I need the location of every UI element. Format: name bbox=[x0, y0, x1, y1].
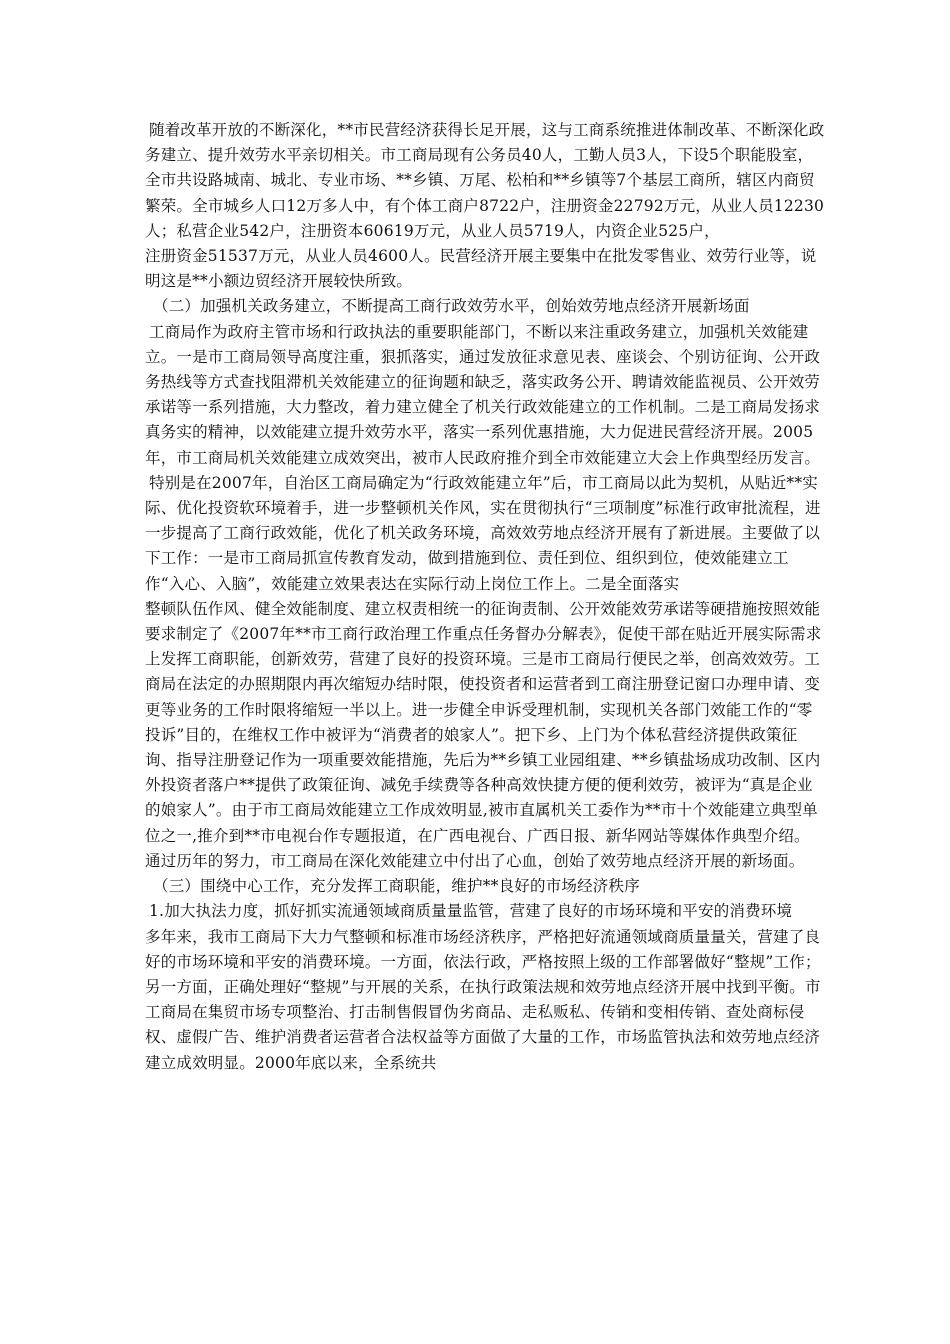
section-heading-2: （二）加强机关政务建立，不断提高工商行政效劳水平，创始效劳地点经济开展新场面 bbox=[153, 297, 750, 316]
paragraph-registered-capital: 注册资金51537万元，从业人员4600人。民营经济开展主要集中在批发零售业、效劳行业等，说明这是**小额边贸经济开展较快所致。 bbox=[145, 247, 817, 291]
paragraph-intro: 随着改革开放的不断深化，**市民营经济获得长足开展，这与工商系统推进体制改革、不断深化政务建立、提升效劳水平亲切相关。市工商局现有公务员40人，工勤人员3人，下设5个职能股室，全市共设路城南、城北、专业市场、**乡镇、万尾、松柏和**乡镇等7个基层工商所，辖区内商贸繁荣。全市城乡人口12万多人中，有个体工商户8722户，注册资金22792万元，从业人员12230人；私营企业542户，注册资本60619万元，从业人员5719人，内资企业525户， bbox=[145, 121, 825, 240]
paragraph-2007-work: 特别是在2007年，自治区工商局确定为“行政效能建立年”后，市工商局以此为契机，从贴近**实际、优化投资软环境着手，进一步整顿机关作风，实在贯彻执行“三项制度”标准行政审批流程，进一步提高了工商行政效能，优化了机关政务环境，高效效劳地点经济开展有了新进展。主要做了以下工作：一是市工商局抓宣传教育发动，做到措施到位、责任到位、组织到位，使效能建立工作“入心、入脑”，效能建立效果表达在实际行动上岗位工作上。二是全面落实 bbox=[145, 473, 821, 593]
section-heading-3: （三）围绕中心工作，充分发挥工商职能，维护**良好的市场经济秩序 bbox=[153, 877, 640, 896]
subsection-heading-1: 1.加大执法力度，抓好抓实流通领域商质量量监管，营建了良好的市场环境和平安的消费环境 bbox=[149, 902, 793, 921]
paragraph-measures: 整顿队伍作风、健全效能制度、建立权责相统一的征询责制、公开效能效劳承诺等硬措施按照效能要求制定了《2007年**市工商行政治理工作重点任务督办分解表》，促使干部在贴近开展实际需求上发挥工商职能，创新效劳，营建了良好的投资环境。三是市工商局行便民之举，创高效效劳。工商局在法定的办照期限内再次缩短办结时限，使投资者和运营者到工商注册登记窗口办理申请、变更等业务的工作时限将缩短一半以上。进一步健全申诉受理机制，实现机关各部门效能工作的“零投诉”目的，在维权工作中被评为“消费者的娘家人”。把下乡、上门为个体私营经济提供政策征询、指导注册登记作为一项重要效能措施，先后为**乡镇工业园组建、**乡镇盐场成功改制、区内外投资者落户**提供了政策征询、减免手续费等各种高效快捷方便的便利效劳，被评为“真是企业的娘家人”。由于市工商局效能建立工作成效明显,被市直属机关工委作为**市十个效能建立典型单位之一,推介到**市电视台作专题报道，在广西电视台、广西日报、新华网站等媒体作典型介绍。通过历年的努力，市工商局在深化效能建立中付出了心血，创始了效劳地点经济开展的新场面。 bbox=[145, 599, 822, 870]
paragraph-efficiency-building: 工商局作为政府主管市场和行政执法的重要职能部门，不断以来注重政务建立，加强机关效能建立。一是市工商局领导高度注重，狠抓落实，通过发放征求意见表、座谈会、个别访征询、公开政务热线等方式查找阻滞机关效能建立的征询题和缺乏，落实政务公开、聘请效能监视员、公开效劳承诺等一系列措施，大力整改，着力建立健全了机关行政效能建立的工作机制。二是工商局发扬求真务实的精神，以效能建立提升效劳水平，落实一系列优惠措施，大力促进民营经济开展。2005年，市工商局机关效能建立成效突出，被市人民政府推介到全市效能建立大会上作典型经历发言。 bbox=[145, 322, 821, 467]
document-body bbox=[145, 118, 825, 1076]
paragraph-market-order: 多年来，我市工商局下大力气整顿和标准市场经济秩序，严格把好流通领域商质量量关，营建了良好的市场环境和平安的消费环境。一方面，依法行政，严格按照上级的工作部署做好“整规”工作；另一方面，正确处理好“整规”与开展的关系，在执行政策法规和效劳地点经济开展中找到平衡。市工商局在集贸市场专项整治、打击制售假冒伪劣商品、走私贩私、传销和变相传销、查处商标侵权、虚假广告、维护消费者运营者合法权益等方面做了大量的工作，市场监管执法和效劳地点经济建立成效明显。2000年底以来，全系统共 bbox=[145, 927, 821, 1072]
